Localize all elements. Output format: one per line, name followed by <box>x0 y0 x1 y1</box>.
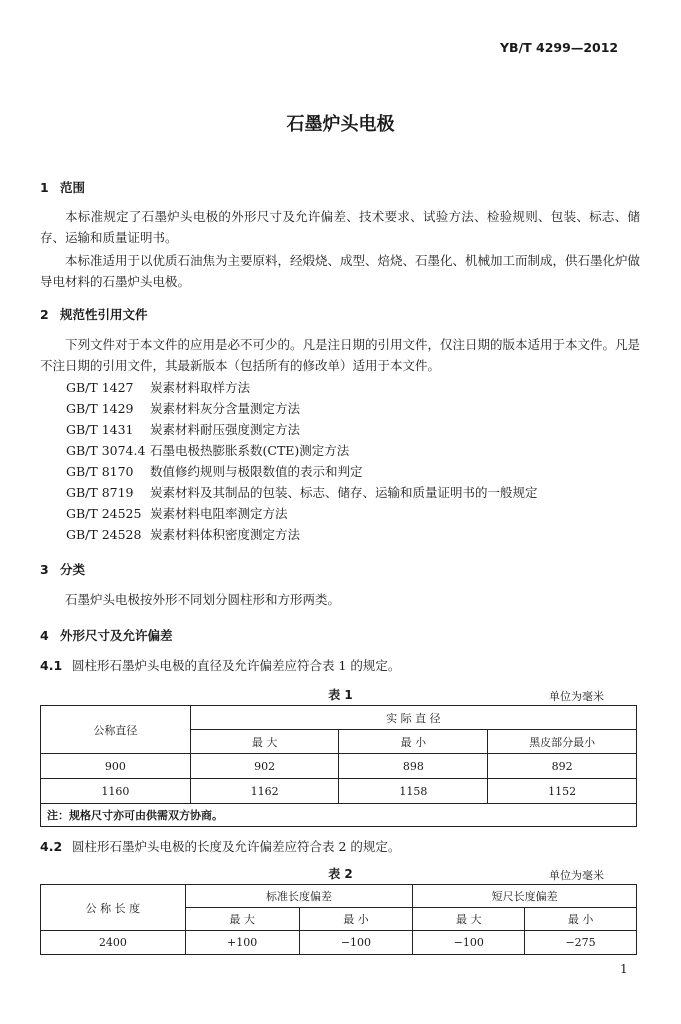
clause-number: 4.2 <box>40 839 63 854</box>
reference-code: GB/T 24528 <box>66 527 142 542</box>
reference-name: 炭素材料及其制品的包装、标志、储存、运输和质量证明书的一般规定 <box>150 485 538 500</box>
section-number: 1 <box>40 180 49 195</box>
section-2-heading <box>40 305 148 323</box>
reference-code: GB/T 1427 <box>66 380 134 395</box>
table-row <box>41 931 637 955</box>
table-cell: 1162 <box>190 779 339 804</box>
table-cell: 1158 <box>339 779 488 804</box>
reference-item <box>66 398 300 419</box>
section-title: 分类 <box>60 562 86 577</box>
reference-code: GB/T 8719 <box>66 485 134 500</box>
reference-item <box>66 461 363 482</box>
table-cell: −100 <box>413 931 525 955</box>
reference-code: GB/T 3074.4 <box>66 443 146 458</box>
table-2-header-col: 最 小 <box>525 908 637 931</box>
table-1-header-group: 实 际 直 径 <box>190 706 636 730</box>
table-cell: 902 <box>190 754 339 779</box>
table-2-header-group-short: 短尺长度偏差 <box>413 885 637 908</box>
table-2-unit: 单位为毫米 <box>549 869 604 882</box>
table-1-header-col: 黑皮部分最小 <box>488 730 637 754</box>
reference-name: 炭素材料灰分含量测定方法 <box>150 401 301 416</box>
table-1-header-col: 最 小 <box>339 730 488 754</box>
section-number: 4 <box>40 628 49 643</box>
clause-4-1 <box>40 656 400 674</box>
table-2-header-col: 最 大 <box>413 908 525 931</box>
table-2-header-col: 最 大 <box>185 908 299 931</box>
section-title: 范围 <box>60 180 86 195</box>
reference-code: GB/T 1429 <box>66 401 134 416</box>
clause-4-2 <box>40 837 400 855</box>
reference-name: 炭素材料取样方法 <box>150 380 251 395</box>
table-1-caption: 表 1 <box>328 688 353 702</box>
table-1-header-col: 最 大 <box>190 730 339 754</box>
reference-name: 石墨电极热膨胀系数(CTE)测定方法 <box>150 443 350 458</box>
reference-code: GB/T 24525 <box>66 506 142 521</box>
table-row <box>41 754 637 779</box>
section-1-paragraph-2: 本标准适用于以优质石油焦为主要原料，经煅烧、成型、焙烧、石墨化、机械加工而制成，供石墨化炉做导电材料的石墨炉头电极。 <box>40 253 641 289</box>
table-2-header-nominal: 公 称 长 度 <box>41 885 186 931</box>
document-title: 石墨炉头电极 <box>286 114 395 135</box>
table-cell: 1160 <box>41 779 191 804</box>
table-cell: 2400 <box>41 931 186 955</box>
reference-name: 炭素材料体积密度测定方法 <box>150 527 301 542</box>
table-2-header-group-standard: 标准长度偏差 <box>185 885 413 908</box>
table-cell: −275 <box>525 931 637 955</box>
reference-name: 炭素材料耐压强度测定方法 <box>150 422 301 437</box>
clause-number: 4.1 <box>40 658 63 673</box>
table-2-header-col: 最 小 <box>299 908 413 931</box>
section-2-paragraph-1: 下列文件对于本文件的应用是必不可少的。凡是注日期的引用文件，仅注日期的版本适用于本文件。凡是不注日期的引用文件，其最新版本（包括所有的修改单）适用于本文件。 <box>40 337 641 373</box>
table-1-unit: 单位为毫米 <box>549 690 604 703</box>
reference-name: 炭素材料电阻率测定方法 <box>150 506 288 521</box>
reference-name: 数值修约规则与极限数值的表示和判定 <box>150 464 363 479</box>
reference-item <box>66 503 288 524</box>
clause-text: 圆柱形石墨炉头电极的长度及允许偏差应符合表 2 的规定。 <box>72 839 401 854</box>
table-cell: 898 <box>339 754 488 779</box>
table-cell: 892 <box>488 754 637 779</box>
table-2-caption: 表 2 <box>328 867 353 881</box>
reference-item <box>66 440 349 461</box>
table-row <box>41 779 637 804</box>
section-title: 外形尺寸及允许偏差 <box>60 628 173 643</box>
reference-item <box>66 524 300 545</box>
table-2 <box>40 884 637 955</box>
table-cell: −100 <box>299 931 413 955</box>
section-4-heading <box>40 626 173 644</box>
table-1-note: 注：规格尺寸亦可由供需双方协商。 <box>41 804 637 827</box>
section-title: 规范性引用文件 <box>60 307 148 322</box>
table-cell: +100 <box>185 931 299 955</box>
table-cell: 900 <box>41 754 191 779</box>
page-number: 1 <box>620 962 628 976</box>
reference-code: GB/T 1431 <box>66 422 134 437</box>
section-1-heading <box>40 178 85 196</box>
section-number: 3 <box>40 562 49 577</box>
section-3-paragraph-1: 石墨炉头电极按外形不同划分圆柱形和方形两类。 <box>65 592 341 607</box>
table-cell: 1152 <box>488 779 637 804</box>
reference-code: GB/T 8170 <box>66 464 134 479</box>
reference-item <box>66 482 538 503</box>
clause-text: 圆柱形石墨炉头电极的直径及允许偏差应符合表 1 的规定。 <box>72 658 401 673</box>
table-1 <box>40 705 637 827</box>
section-3-heading <box>40 560 85 578</box>
reference-item <box>66 377 250 398</box>
standard-code: YB/T 4299—2012 <box>500 40 619 55</box>
table-1-header-nominal: 公称直径 <box>41 706 191 754</box>
section-number: 2 <box>40 307 49 322</box>
section-1-paragraph-1: 本标准规定了石墨炉头电极的外形尺寸及允许偏差、技术要求、试验方法、检验规则、包装、标志、储存、运输和质量证明书。 <box>40 209 640 245</box>
reference-item <box>66 419 300 440</box>
